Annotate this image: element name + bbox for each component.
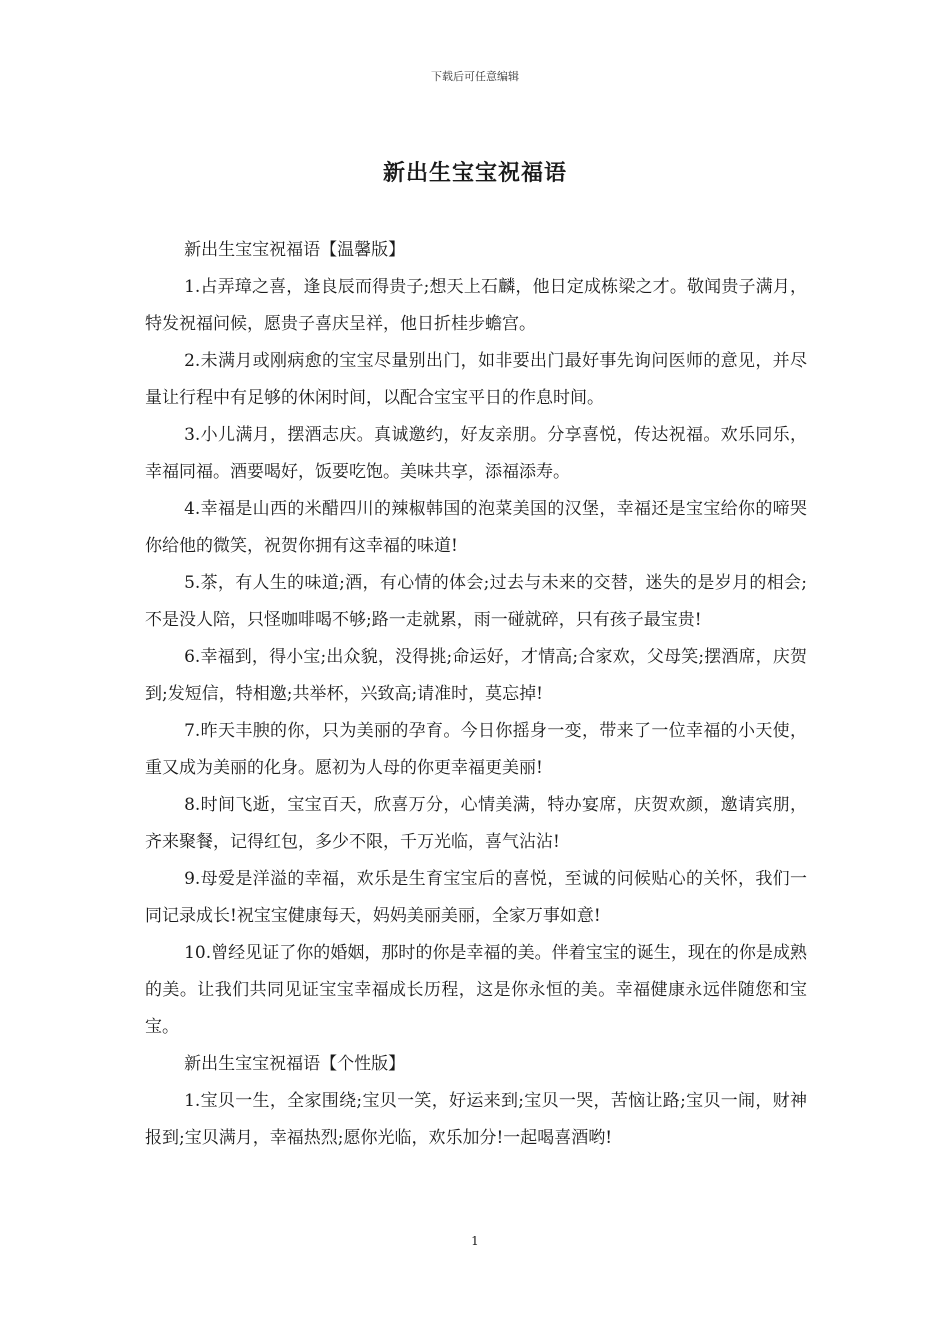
header-note: 下载后可任意编辑 [431,70,519,83]
paragraph: 6.幸福到，得小宝;出众貌，没得挑;命运好，才情高;合家欢，父母笑;摆酒席，庆贺到;发短信，特相邀;共举杯，兴致高;请准时，莫忘掉! [145,647,807,704]
paragraph: 2.未满月或刚病愈的宝宝尽量别出门，如非要出门最好事先询问医师的意见，并尽量让行程中有足够的休闲时间，以配合宝宝平日的作息时间。 [145,351,807,408]
paragraph: 1.占弄璋之喜，逢良辰而得贵子;想天上石麟，他日定成栋梁之才。敬闻贵子满月，特发祝福问候，愿贵子喜庆呈祥，他日折桂步蟾宫。 [145,277,807,334]
paragraph: 8.时间飞逝，宝宝百天，欣喜万分，心情美满，特办宴席，庆贺欢颜，邀请宾朋，齐来聚餐，记得红包，多少不限，千万光临，喜气沾沾! [145,795,807,852]
paragraph: 5.茶，有人生的味道;酒，有心情的体会;过去与未来的交替，迷失的是岁月的相会;不是没人陪，只怪咖啡喝不够;路一走就累，雨一碰就碎，只有孩子最宝贵! [145,573,807,630]
document-title: 新出生宝宝祝福语 [382,160,567,186]
document-body [145,232,807,1157]
paragraph: 10.曾经见证了你的婚姻，那时的你是幸福的美。伴着宝宝的诞生，现在的你是成熟的美。让我们共同见证宝宝幸福成长历程，这是你永恒的美。幸福健康永远伴随您和宝宝。 [145,943,807,1037]
paragraph: 9.母爱是洋溢的幸福，欢乐是生育宝宝后的喜悦，至诚的问候贴心的关怀，我们一同记录成长!祝宝宝健康每天，妈妈美丽美丽，全家万事如意! [145,869,807,926]
paragraph: 4.幸福是山西的米醋四川的辣椒韩国的泡菜美国的汉堡，幸福还是宝宝给你的啼哭你给他的微笑，祝贺你拥有这幸福的味道! [145,499,807,556]
page-number: 1 [471,1234,479,1248]
section-heading-personality: 新出生宝宝祝福语【个性版】 [184,1054,406,1074]
paragraph: 7.昨天丰腴的你，只为美丽的孕育。今日你摇身一变，带来了一位幸福的小天使，重又成为美丽的化身。愿初为人母的你更幸福更美丽! [145,721,807,778]
paragraph: 1.宝贝一生，全家围绕;宝贝一笑，好运来到;宝贝一哭，苦恼让路;宝贝一闹，财神报到;宝贝满月，幸福热烈;愿你光临，欢乐加分!一起喝喜酒哟! [145,1091,807,1148]
paragraph: 3.小儿满月，摆酒志庆。真诚邀约，好友亲朋。分享喜悦，传达祝福。欢乐同乐，幸福同福。酒要喝好，饭要吃饱。美味共享，添福添寿。 [145,425,807,482]
section-heading-warm: 新出生宝宝祝福语【温馨版】 [184,240,406,260]
